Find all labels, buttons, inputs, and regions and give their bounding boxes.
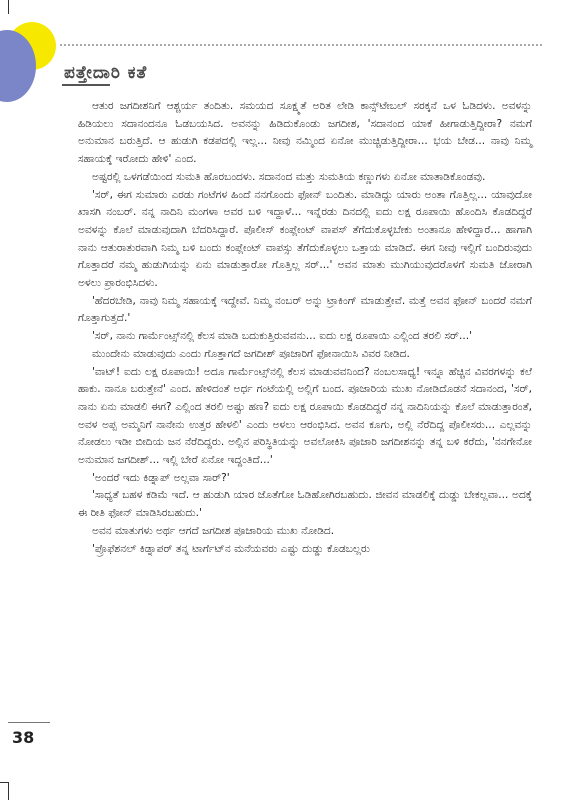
paragraph: 'ಅಂದರೆ ಇದು ಕಿಡ್ನಾಪ್ ಅಲ್ಲವಾ ಸಾರ್?' <box>92 471 230 484</box>
page-number: 38 <box>12 728 35 747</box>
paragraph: 'ವಾಟ್! ಐದು ಲಕ್ಷ ರೂಪಾಯಿ! ಅದೂ ಗಾರ್ಮೆಂಟ್ಸ್‌ನಲ್ಲಿ ಕೆಲಸ ಮಾಡುವವನಿಂದ? ನಂಬಲಸಾಧ್ಯ! ಇನ್ನೂ ಹೆಚ್ಚಿನ ವಿವರಗಳನ್ನು ಕಲೆ ಹಾಕು. ನಾನೂ ಬರುತ್ತೇನೆ' ಎಂದ. ಹೇಳಿದಂತೆ ಅರ್ಧ ಗಂಟೆಯಲ್ಲಿ ಅಲ್ಲಿಗೆ ಬಂದ. ಪೂಜಾರಿಯ ಮುಖ ನೋಡಿದೊಡನೆ ಸದಾನಂದ, 'ಸರ್, ನಾನು ಏನು ಮಾಡಲಿ ಈಗ? ಎಲ್ಲಿಂದ ತರಲಿ ಅಷ್ಟು ಹಣ? ಐದು ಲಕ್ಷ ರೂಪಾಯಿ ಕೊಡದಿದ್ದರೆ ನನ್ನ ನಾದಿನಿಯನ್ನು ಕೊಲೆ ಮಾಡುತ್ತಾರಂತೆ, ಅವಳ ಅಪ್ಪ ಅಮ್ಮನಿಗೆ ನಾನೇನು ಉತ್ತರ ಹೇಳಲಿ' ಎಂದು ಅಳಲು ಆರಂಭಿಸಿದ. ಅವನ ಕೂಗು, ಅಲ್ಲಿ ನೆರೆದಿದ್ದ ಪೊಲೀಸರು... ಎಲ್ಲವನ್ನು ನೋಡಲು ಇಡೀ ಬೀದಿಯ ಜನ ನೆರೆದಿದ್ದರು. ಅಲ್ಲಿನ ಪರಿಸ್ಥಿತಿಯನ್ನು ಅವಲೋಕಿಸಿ ಪೂಜಾರಿ ಜಗದೀಶನನ್ನು ತನ್ನ ಬಳಿ ಕರೆದು, 'ನನಗೇನೋ ಅನುಮಾನ ಜಗದೀಶ್... ಇಲ್ಲಿ ಬೇರೆ ಏನೋ ಇದ್ದಂತಿದೆ...' <box>78 365 532 467</box>
crop-mark-bottom <box>8 782 9 800</box>
title-underline <box>62 84 110 86</box>
paragraph: ಅವನ ಮಾತುಗಳು ಅರ್ಥ ಆಗದೆ ಜಗದೀಶ ಪೂಜಾರಿಯ ಮುಖ ನೋಡಿದ. <box>92 524 335 537</box>
article-body <box>78 98 532 558</box>
section-title: ಪತ್ತೇದಾರಿ ಕತೆ <box>64 63 148 83</box>
paragraph: 'ಸರ್, ನಾನು ಗಾರ್ಮೆಂಟ್ಸ್‌ನಲ್ಲಿ ಕೆಲಸ ಮಾಡಿ ಬದುಕುತ್ತಿರುವವನು... ಐದು ಲಕ್ಷ ರೂಪಾಯಿ ಎಲ್ಲಿಂದ ತರಲಿ ಸರ್...' <box>92 330 473 343</box>
page-number-rule <box>8 722 50 723</box>
paragraph: ಅಷ್ಟರಲ್ಲಿ ಒಳಗಡೆಯಿಂದ ಸುಮತಿ ಹೊರಬಂದಳು. ಸದಾನಂದ ಮತ್ತು ಸುಮತಿಯ ಕಣ್ಣುಗಳು ಏನೋ ಮಾತಾಡಿಕೊಂಡವು. <box>92 170 486 183</box>
paragraph: 'ಹೆದರಬೇಡಿ, ನಾವು ನಿಮ್ಮ ಸಹಾಯಕ್ಕೆ ಇದ್ದೇವೆ. ನಿಮ್ಮ ನಂಬರ್ ಅನ್ನು ಟ್ರಾಕಿಂಗ್ ಮಾಡುತ್ತೇವೆ. ಮತ್ತೆ ಅವನ ಫೋನ್ ಬಂದರೆ ನಮಗೆ ಗೊತ್ತಾಗುತ್ತದೆ.' <box>78 294 532 325</box>
paragraph: 'ಸರ್, ಈಗ ಸುಮಾರು ಎರಡು ಗಂಟೆಗಳ ಹಿಂದೆ ನನಗೊಂದು ಫೋನ್ ಬಂದಿತು. ಮಾಡಿದ್ದು ಯಾರು ಅಂತಾ ಗೊತ್ತಿಲ್ಲ... ಯಾವುದೋ ಖಾಸಗಿ ನಂಬರ್. ನನ್ನ ನಾದಿನಿ ಮಂಗಳಾ ಅವರ ಬಳಿ ಇದ್ದಾಳೆ... ಇನ್ನೆರಡು ದಿನದಲ್ಲಿ ಐದು ಲಕ್ಷ ರೂಪಾಯಿ ಹೊಂದಿಸಿ ಕೊಡದಿದ್ದರೆ ಅವಳನ್ನು ಕೊಲೆ ಮಾಡುವುದಾಗಿ ಬೆದರಿಸಿದ್ದಾರೆ. ಪೊಲೀಸ್ ಕಂಪ್ಲೇಂಟ್ ವಾಪಸ್ ತೆಗೆದುಕೊಳ್ಳಬೇಕು ಅಂತಾನೂ ಹೇಳಿದ್ದಾರೆ... ಹಾಗಾಗಿ ನಾನು ಆತುರಾತುರವಾಗಿ ನಿಮ್ಮ ಬಳಿ ಬಂದು ಕಂಪ್ಲೇಂಟ್ ವಾಪಸ್ಸು ತೆಗೆದುಕೊಳ್ಳಲು ಒತ್ತಾಯ ಮಾಡಿದೆ. ಈಗ ನೀವು ಇಲ್ಲಿಗೆ ಬಂದಿರುವುದು ಗೊತ್ತಾದರೆ ನಮ್ಮ ಹುಡುಗಿಯನ್ನು ಏನು ಮಾಡುತ್ತಾರೋ ಗೊತ್ತಿಲ್ಲ ಸರ್...' ಅವನ ಮಾತು ಮುಗಿಯುವುದರೊಳಗೆ ಸುಮತಿ ಜೋರಾಗಿ ಅಳಲು ಪ್ರಾರಂಭಿಸಿದಳು. <box>78 188 532 290</box>
crop-mark-bottom-h <box>0 782 8 783</box>
paragraph: ಆತುರ ಜಗದೀಶನಿಗೆ ಆಶ್ಚರ್ಯ ತಂದಿತು. ಸಮಯದ ಸೂಕ್ಷ್ಮತೆ ಅರಿತ ಲೇಡಿ ಕಾನ್ಸ್‌ಟೇಬಲ್ ಸರಕ್ಕನೆ ಒಳ ಓಡಿದಳು. ಅವಳನ್ನು ಹಿಡಿಯಲು ಸದಾನಂದನೂ ಓಡಬಯಸಿದ. ಅವನನ್ನು ಹಿಡಿದುಕೊಂಡು ಜಗದೀಶ, 'ಸದಾನಂದ ಯಾಕೆ ಹೀಗಾಡುತ್ತಿದ್ದೀರಾ? ನಮಗೆ ಅನುಮಾನ ಬರುತ್ತಿದೆ. ಆ ಹುಡುಗಿ ಕಡಪದಲ್ಲಿ ಇಲ್ಲ... ನೀವು ನಮ್ಮಿಂದ ಏನೋ ಮುಚ್ಚಿಡುತ್ತಿದ್ದೀರಾ... ಭಯ ಬೇಡ... ನಾವು ನಿಮ್ಮ ಸಹಾಯಕ್ಕೆ ಇರೋದು ಹೇಳಿ' ಎಂದ. <box>78 100 532 166</box>
paragraph: 'ಸಾಧ್ಯತೆ ಬಹಳ ಕಡಿಮೆ ಇದೆ. ಆ ಹುಡುಗಿ ಯಾರ ಜೊತೆಗೋ ಓಡಿಹೋಗಿರಬಹುದು. ಜೀವನ ಮಾಡಲಿಕ್ಕೆ ದುಡ್ಡು ಬೇಕಲ್ಲವಾ... ಅದಕ್ಕೆ ಈ ರೀತಿ ಫೋನ್ ಮಾಡಿಸಿರಬಹುದು.' <box>78 489 532 520</box>
crop-mark-top <box>8 0 9 14</box>
paragraph: 'ಪ್ರೊಫೆಶನಲ್ ಕಿಡ್ನಾಪರ್ ತನ್ನ ಟಾರ್ಗೆಟ್‌ನ ಮನೆಯವರು ಎಷ್ಟು ದುಡ್ಡು ಕೊಡಬಲ್ಲರು <box>92 542 371 555</box>
paragraph: ಮುಂದೇನು ಮಾಡುವುದು ಎಂದು ಗೊತ್ತಾಗದೆ ಜಗದೀಶ್ ಪೂಜಾರಿಗೆ ಫೋನಾಯಿಸಿ ವಿವರ ನೀಡಿದ. <box>92 347 410 360</box>
dotted-rule <box>60 44 542 46</box>
